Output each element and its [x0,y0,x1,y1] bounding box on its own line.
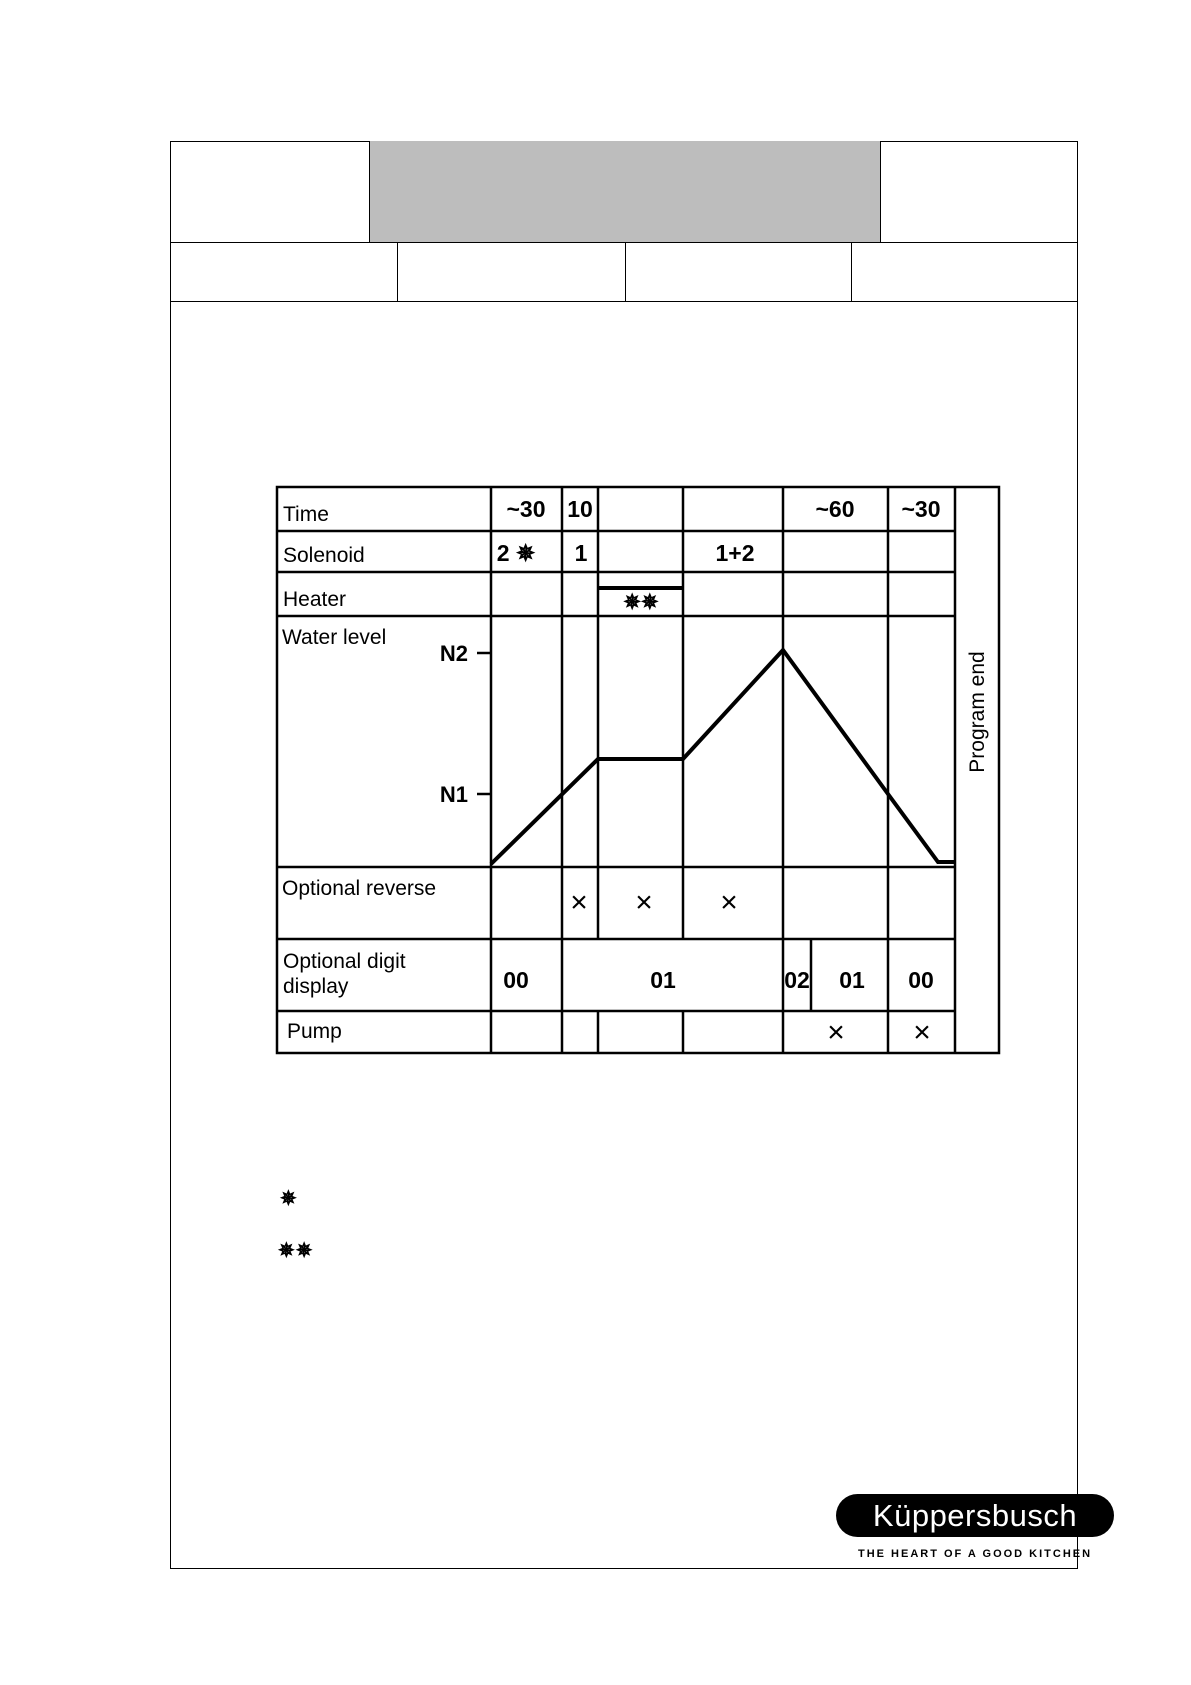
row-label-optional-digit-display: Optional digit [283,950,406,973]
kuppersbusch-logo [836,1494,1114,1537]
legend-single-star: ✵ [280,1188,298,1210]
display-value: 02 [784,967,810,993]
level-label-n2: N2 [439,641,468,666]
time-value: ~30 [901,496,941,522]
row-label-pump: Pump [287,1020,342,1043]
level-label-n1: N1 [439,782,468,807]
header-divider [170,301,1078,302]
time-value: ~30 [506,496,546,522]
display-value: 01 [839,967,865,993]
display-value: 00 [503,967,529,993]
solenoid-value: 1 [574,540,588,566]
time-values [506,496,940,522]
reverse-mark: × [720,886,738,919]
solenoid-values [497,540,755,566]
pump-marks [827,1016,931,1049]
row-label-optional-reverse: Optional reverse [282,877,437,900]
program-diagram-svg [248,454,1008,1099]
solenoid-value: 1+2 [715,540,755,566]
program-end-label: Program end [966,651,989,773]
time-value: ~60 [815,496,855,522]
header-cell-divider [397,242,398,301]
water-level-curve [491,650,955,864]
reverse-marks [570,886,738,919]
heater-values [622,591,659,614]
row-label-water-level: Water level [282,626,387,649]
header-title-block [369,141,881,242]
row-label-solenoid: Solenoid [283,544,365,567]
heater-value: ✵✵ [623,591,659,614]
logo-text: Küppersbusch [872,1497,1078,1533]
solenoid-value: 2 ✵ [496,540,536,566]
reverse-mark: × [570,886,588,919]
row-label-time: Time [283,503,329,526]
header-cell-divider [625,242,626,301]
legend-double-star: ✵✵ [278,1240,314,1262]
pump-mark: × [827,1016,845,1049]
program-diagram [248,454,1008,1099]
display-value: 01 [650,967,676,993]
time-value: 10 [567,496,593,522]
pump-mark: × [913,1016,931,1049]
row-label-heater: Heater [283,588,347,611]
row-label-optional-digit-display-2: display [283,975,349,998]
display-value: 00 [908,967,934,993]
header-cell-divider [851,242,852,301]
display-values [503,967,934,993]
brand-tagline: THE HEART OF A GOOD KITCHEN [858,1548,1093,1560]
header-divider [170,242,1078,243]
reverse-mark: × [635,886,653,919]
